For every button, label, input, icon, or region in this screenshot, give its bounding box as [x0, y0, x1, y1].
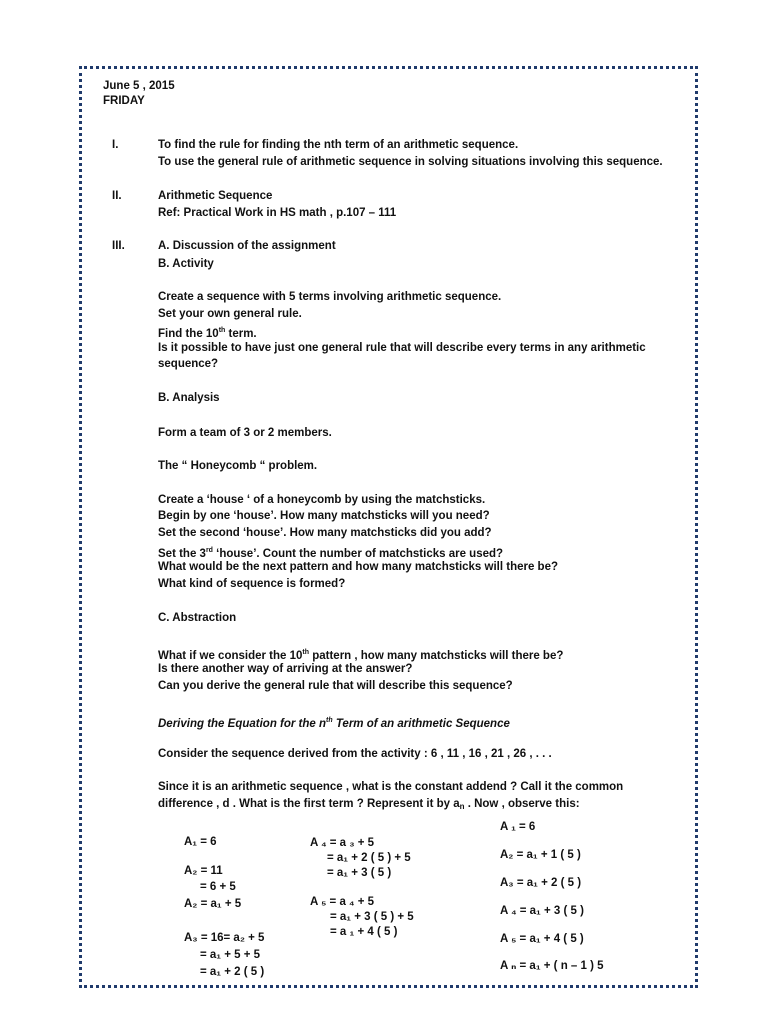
step-b-activity: B. Activity	[158, 258, 214, 270]
general-rule: A ₙ = a₁ + ( n – 1 ) 5	[500, 960, 604, 972]
activity-line-3: Find the 10th term.	[158, 327, 257, 340]
col1-line: A₃ = 16= a₂ + 5	[184, 932, 265, 944]
analysis-line-6: Set the 3rd ‘house’. Count the number of matchsticks are used?	[158, 547, 504, 560]
col2-line: = a ₁ + 4 ( 5 )	[330, 926, 398, 938]
since-line-1: Since it is an arithmetic sequence , what is the constant addend ? Call it the common	[158, 781, 624, 793]
abstraction-line-1: What if we consider the 10th pattern , how many matchsticks will there be?	[158, 649, 564, 662]
col2-line: = a₁ + 2 ( 5 ) + 5	[327, 852, 411, 864]
date: June 5 , 2015	[103, 80, 175, 92]
col2-line: = a₁ + 3 ( 5 ) + 5	[330, 911, 414, 923]
abstraction-line-2: Is there another way of arriving at the answer?	[158, 663, 413, 675]
step-c-abstraction: C. Abstraction	[158, 612, 237, 624]
step-a-discussion: A. Discussion of the assignment	[158, 240, 336, 252]
activity-line-4b: sequence?	[158, 358, 219, 370]
objective-2: To use the general rule of arithmetic sequence in solving situations involving this sequence.	[158, 156, 663, 168]
col3-line: A₃ = a₁ + 2 ( 5 )	[500, 877, 582, 889]
section-numeral-3: III.	[112, 240, 125, 252]
activity-line-2: Set your own general rule.	[158, 308, 302, 320]
col3-line: A ₄ = a₁ + 3 ( 5 )	[500, 905, 584, 917]
section-numeral-2: II.	[112, 190, 122, 202]
analysis-line-8: What kind of sequence is formed?	[158, 578, 346, 590]
derivation-heading: Deriving the Equation for the $n^{th}$ Term of an arithmetic Sequence	[158, 717, 510, 730]
topic: Arithmetic Sequence	[158, 190, 273, 202]
col2-line: = a₁ + 3 ( 5 )	[327, 867, 392, 879]
analysis-line-3: Create a ‘house ‘ of a honeycomb by using the matchsticks.	[158, 494, 486, 506]
analysis-line-5: Set the second ‘house’. How many matchsticks did you add?	[158, 527, 492, 539]
since-line-2: difference , d . What is the first term ? Represent it by $a_n$ . Now , observe this:	[158, 798, 580, 811]
col1-line: = a₁ + 2 ( 5 )	[200, 966, 265, 978]
step-b-analysis: B. Analysis	[158, 392, 220, 404]
col1-line: = 6 + 5	[200, 881, 236, 893]
analysis-line-4: Begin by one ‘house’. How many matchsticks will you need?	[158, 510, 490, 522]
analysis-line-1: Form a team of 3 or 2 members.	[158, 427, 332, 439]
col2-line: A ₄ = a ₃ + 5	[310, 837, 375, 849]
consider-sequence: Consider the sequence derived from the activity : 6 , 11 , 16 , 21 , 26 , . . .	[158, 748, 552, 760]
section-numeral-1: I.	[112, 139, 119, 151]
col3-line: A ₅ = a₁ + 4 ( 5 )	[500, 933, 584, 945]
abstraction-line-3: Can you derive the general rule that will describe this sequence?	[158, 680, 513, 692]
col1-line: A₂ = a₁ + 5	[184, 898, 242, 910]
col2-line: A ₅ = a ₄ + 5	[310, 896, 375, 908]
analysis-line-2: The “ Honeycomb “ problem.	[158, 460, 318, 472]
activity-line-1: Create a sequence with 5 terms involving arithmetic sequence.	[158, 291, 502, 303]
analysis-line-7: What would be the next pattern and how many matchsticks will there be?	[158, 561, 559, 573]
col3-line: A ₁ = 6	[500, 821, 536, 833]
day: FRIDAY	[103, 95, 145, 107]
col1-line: = a₁ + 5 + 5	[200, 949, 261, 961]
col1-line: A₁ = 6	[184, 836, 217, 848]
activity-line-4a: Is it possible to have just one general rule that will describe every terms in any arithmetic	[158, 342, 646, 354]
objective-1: To find the rule for finding the nth term of an arithmetic sequence.	[158, 139, 519, 151]
col3-line: A₂ = a₁ + 1 ( 5 )	[500, 849, 581, 861]
col1-line: A₂ = 11	[184, 865, 223, 877]
reference: Ref: Practical Work in HS math , p.107 – 111	[158, 207, 397, 219]
